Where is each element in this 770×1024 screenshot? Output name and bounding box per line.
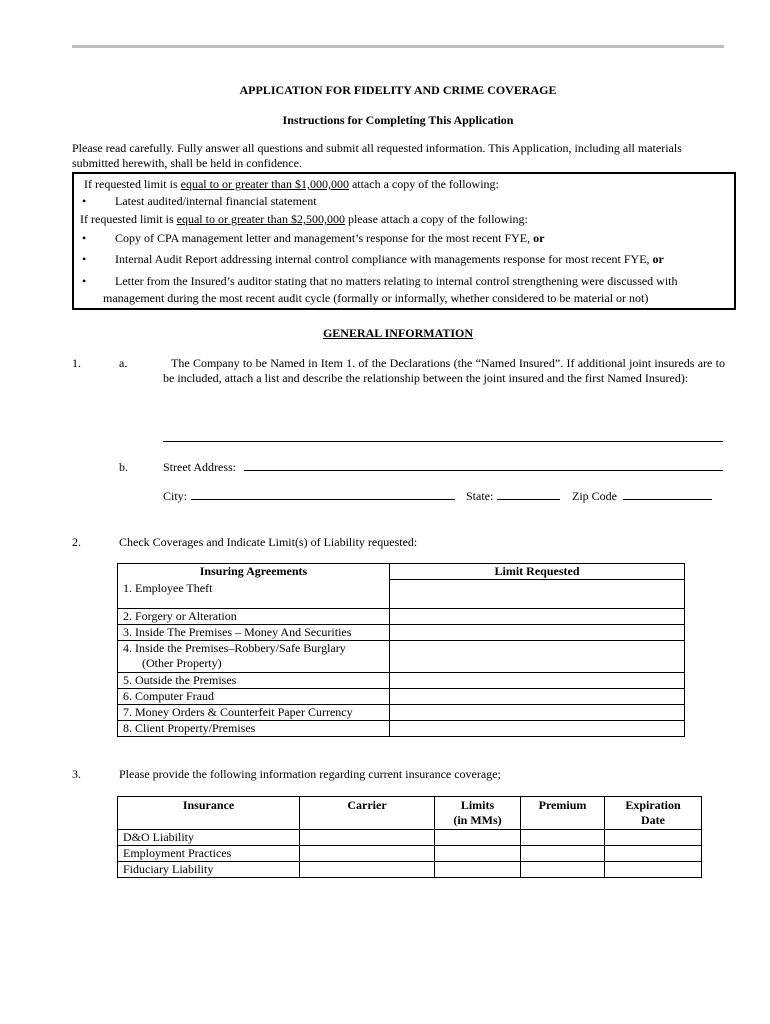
coverage-table xyxy=(117,563,685,737)
limits-input[interactable] xyxy=(435,862,521,878)
table-row: 5. Outside the Premises xyxy=(118,673,390,689)
requirement-item-letter-cont: management during the most recent audit cycle (formally or informally, whether considered to be material or not) xyxy=(103,291,649,305)
premium-input[interactable] xyxy=(521,830,605,846)
bullet-icon: • xyxy=(82,231,87,245)
col-limit-requested: Limit Requested xyxy=(390,564,685,580)
table-row: Employment Practices xyxy=(118,846,300,862)
bullet-icon: • xyxy=(82,194,87,208)
city-field[interactable] xyxy=(191,499,455,500)
premium-input[interactable] xyxy=(521,846,605,862)
zip-label: Zip Code xyxy=(572,489,617,503)
limit-input-employee-theft[interactable] xyxy=(390,580,685,609)
page-title: APPLICATION FOR FIDELITY AND CRIME COVERAGE xyxy=(239,83,557,97)
top-rule xyxy=(72,45,724,48)
table-row: 2. Forgery or Alteration xyxy=(118,609,390,625)
table-row: 7. Money Orders & Counterfeit Paper Currency xyxy=(118,705,390,721)
page-subtitle: Instructions for Completing This Application xyxy=(282,113,514,127)
street-address-field[interactable] xyxy=(244,470,723,471)
q1-number: 1. xyxy=(72,356,81,370)
intro-text: Please read carefully. Fully answer all questions and submit all requested information. This Application, including all materials submitted herewith, shall be held in confidence. xyxy=(72,141,682,170)
col-insuring-agreements: Insuring Agreements xyxy=(118,564,390,580)
q2-number: 2. xyxy=(72,535,81,549)
q2-text: Check Coverages and Indicate Limit(s) of Liability requested: xyxy=(119,535,418,549)
insurance-coverage-table xyxy=(117,796,702,878)
limit-input-money-orders[interactable] xyxy=(390,705,685,721)
carrier-input[interactable] xyxy=(300,862,435,878)
requirement-item-financial: Latest audited/internal financial statement xyxy=(115,194,317,208)
expiration-input[interactable] xyxy=(605,862,702,878)
section-title: GENERAL INFORMATION xyxy=(322,326,474,340)
table-row: 3. Inside The Premises – Money And Securities xyxy=(118,625,390,641)
limits-input[interactable] xyxy=(435,830,521,846)
state-field[interactable] xyxy=(497,499,560,500)
limit-input-outside[interactable] xyxy=(390,673,685,689)
requirement-1000000: If requested limit is equal to or greater than $1,000,000 attach a copy of the following: xyxy=(84,177,499,191)
requirement-item-letter: Letter from the Insured’s auditor stating that no matters relating to internal control strengthening were discussed with xyxy=(115,274,678,288)
table-row: 1. Employee Theft xyxy=(118,580,390,609)
q1a-text: The Company to be Named in Item 1. of the Declarations (the “Named Insured”. If additional joint insureds are to be included, attach a list and describe the relationship between the joint insured and the first Named Insured): xyxy=(163,356,725,385)
col-insurance: Insurance xyxy=(118,797,300,830)
col-premium: Premium xyxy=(521,797,605,830)
limits-input[interactable] xyxy=(435,846,521,862)
limit-input-computer-fraud[interactable] xyxy=(390,689,685,705)
expiration-input[interactable] xyxy=(605,846,702,862)
q1a-label: a. xyxy=(119,356,128,370)
col-expiration: Expiration Date xyxy=(605,797,702,830)
table-row: 4. Inside the Premises–Robbery/Safe Burglary (Other Property) xyxy=(118,641,390,673)
bullet-icon: • xyxy=(82,252,87,266)
table-row: Fiduciary Liability xyxy=(118,862,300,878)
requirement-item-audit: Internal Audit Report addressing internal control compliance with managements response for most recent FYE, or xyxy=(115,252,664,266)
expiration-input[interactable] xyxy=(605,830,702,846)
carrier-input[interactable] xyxy=(300,830,435,846)
q3-number: 3. xyxy=(72,767,81,781)
limit-input-forgery[interactable] xyxy=(390,609,685,625)
requirement-2500000: If requested limit is equal to or greater than $2,500,000 please attach a copy of the following: xyxy=(80,212,528,226)
table-row: 6. Computer Fraud xyxy=(118,689,390,705)
named-insured-field[interactable] xyxy=(163,441,723,442)
street-label: Street Address: xyxy=(163,460,236,474)
state-label: State: xyxy=(466,489,494,503)
limit-input-inside-money[interactable] xyxy=(390,625,685,641)
city-label: City: xyxy=(163,489,188,503)
q3-text: Please provide the following information regarding current insurance coverage; xyxy=(119,767,501,781)
zip-field[interactable] xyxy=(623,499,712,500)
table-row: D&O Liability xyxy=(118,830,300,846)
col-limits: Limits (in MMs) xyxy=(435,797,521,830)
col-carrier: Carrier xyxy=(300,797,435,830)
premium-input[interactable] xyxy=(521,862,605,878)
limit-input-robbery[interactable] xyxy=(390,641,685,673)
q1b-label: b. xyxy=(119,460,128,474)
table-row: 8. Client Property/Premises xyxy=(118,721,390,737)
bullet-icon: • xyxy=(82,274,87,288)
carrier-input[interactable] xyxy=(300,846,435,862)
limit-input-client-property[interactable] xyxy=(390,721,685,737)
requirement-item-cpa: Copy of CPA management letter and management’s response for the most recent FYE, or xyxy=(115,231,545,245)
